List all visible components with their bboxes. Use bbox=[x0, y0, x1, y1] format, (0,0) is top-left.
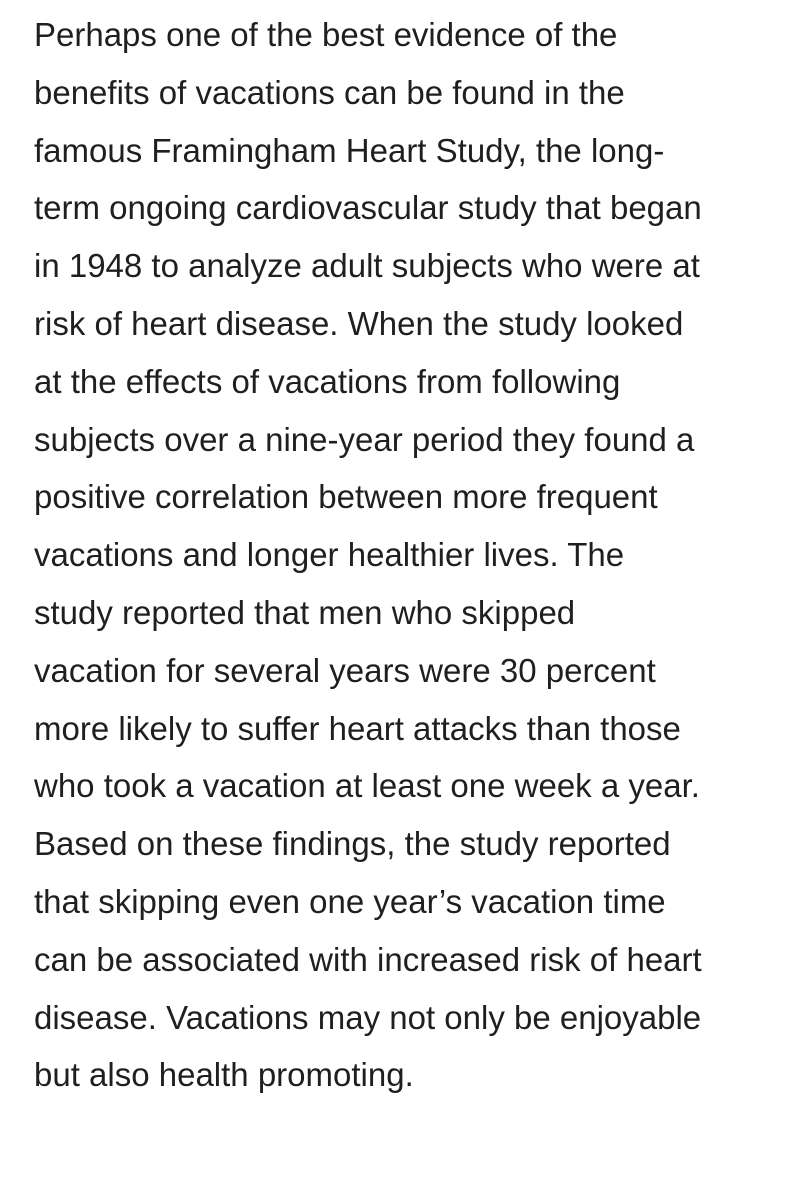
paragraph-line: vacations and longer healthier lives. The bbox=[34, 536, 625, 574]
paragraph-line: in 1948 to analyze adult subjects who were at bbox=[34, 247, 700, 285]
paragraph-line: at the effects of vacations from following bbox=[34, 362, 621, 400]
paragraph-line: positive correlation between more frequent bbox=[34, 478, 658, 516]
paragraph-line: benefits of vacations can be found in the bbox=[34, 73, 625, 111]
paragraph-line: but also health promoting. bbox=[34, 1056, 414, 1094]
paragraph-line: disease. Vacations may not only be enjoyable bbox=[34, 998, 702, 1036]
paragraph-line: that skipping even one year’s vacation time bbox=[34, 882, 666, 920]
paragraph-line: Based on these findings, the study reported bbox=[34, 825, 671, 863]
paragraph-line: famous Framingham Heart Study, the long- bbox=[34, 131, 665, 169]
paragraph-line: more likely to suffer heart attacks than those bbox=[34, 709, 681, 747]
paragraph-line: study reported that men who skipped bbox=[34, 593, 576, 631]
paragraph-line: who took a vacation at least one week a year. bbox=[34, 767, 700, 805]
paragraph-line: risk of heart disease. When the study looked bbox=[34, 304, 684, 342]
paragraph-line: term ongoing cardiovascular study that began bbox=[34, 189, 702, 227]
article-paragraph bbox=[34, 6, 794, 1104]
paragraph-line: vacation for several years were 30 percent bbox=[34, 651, 656, 689]
paragraph-line: can be associated with increased risk of heart bbox=[34, 940, 702, 978]
paragraph-line: Perhaps one of the best evidence of the bbox=[34, 16, 618, 53]
paragraph-line: subjects over a nine-year period they found a bbox=[34, 420, 695, 458]
